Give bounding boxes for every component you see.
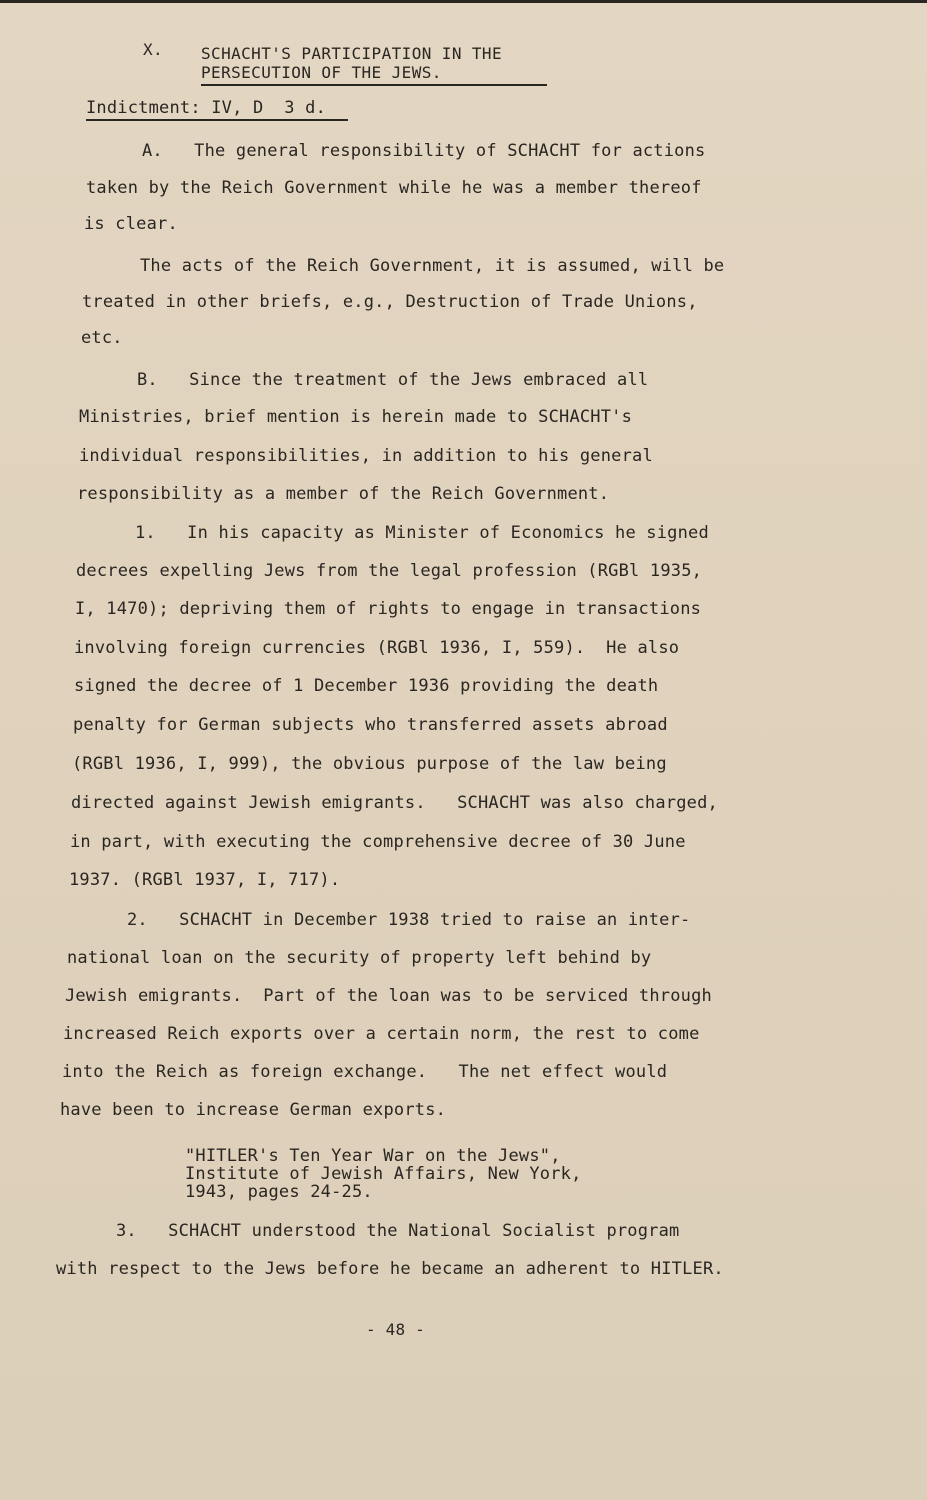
paragraph-b-line-1: B. Since the treatment of the Jews embraced all <box>137 370 649 390</box>
paragraph-1-line-7: (RGBl 1936, I, 999), the obvious purpose of the law being <box>72 754 667 774</box>
paragraph-1-line-1: 1. In his capacity as Minister of Economics he signed <box>135 523 709 543</box>
indictment-reference: Indictment: IV, D 3 d. <box>86 98 327 118</box>
paragraph-a2-line-2: treated in other briefs, e.g., Destruction of Trade Unions, <box>82 292 698 312</box>
paragraph-1-line-3: I, 1470); depriving them of rights to engage in transactions <box>75 599 702 619</box>
paragraph-1-line-8: directed against Jewish emigrants. SCHACHT was also charged, <box>71 793 718 813</box>
paragraph-1-line-2: decrees expelling Jews from the legal profession (RGBl 1935, <box>76 561 703 581</box>
paragraph-2-line-1: 2. SCHACHT in December 1938 tried to raise an inter- <box>127 910 691 930</box>
paragraph-a-line-3: is clear. <box>84 214 178 234</box>
paragraph-1-line-4: involving foreign currencies (RGBl 1936, I, 559). He also <box>74 638 680 658</box>
paragraph-1-line-5: signed the decree of 1 December 1936 providing the death <box>74 676 659 696</box>
section-number: X. <box>143 40 164 59</box>
paragraph-b-line-2: Ministries, brief mention is herein made to SCHACHT's <box>79 407 633 427</box>
section-title-line-2: PERSECUTION OF THE JEWS. <box>201 63 442 82</box>
citation-line-2: Institute of Jewish Affairs, New York, <box>185 1164 582 1184</box>
paragraph-2-line-5: into the Reich as foreign exchange. The net effect would <box>62 1062 668 1082</box>
paragraph-a2-line-1: The acts of the Reich Government, it is assumed, will be <box>140 256 725 276</box>
paragraph-a-line-1: A. The general responsibility of SCHACHT for actions <box>142 141 706 161</box>
paragraph-1-line-6: penalty for German subjects who transferred assets abroad <box>73 715 668 735</box>
paragraph-2-line-4: increased Reich exports over a certain norm, the rest to come <box>63 1024 700 1044</box>
paragraph-a-line-2: taken by the Reich Government while he was a member thereof <box>86 178 702 198</box>
paragraph-2-line-3: Jewish emigrants. Part of the loan was to be serviced through <box>65 986 712 1006</box>
paragraph-b-line-3: individual responsibilities, in addition to his general <box>79 446 653 466</box>
paragraph-2-line-6: have been to increase German exports. <box>60 1100 447 1120</box>
paragraph-3-line-2: with respect to the Jews before he became an adherent to HITLER. <box>56 1259 724 1279</box>
section-title-line-1: SCHACHT'S PARTICIPATION IN THE <box>201 44 502 63</box>
citation-line-3: 1943, pages 24-25. <box>185 1182 373 1202</box>
page-top-edge <box>0 0 927 3</box>
paragraph-a2-line-3: etc. <box>81 328 123 348</box>
paragraph-1-line-10: 1937. (RGBl 1937, I, 717). <box>69 870 341 890</box>
indictment-underline <box>86 119 348 121</box>
paragraph-b-line-4: responsibility as a member of the Reich Government. <box>77 484 610 504</box>
paragraph-1-line-9: in part, with executing the comprehensive decree of 30 June <box>70 832 686 852</box>
title-underline <box>201 84 547 86</box>
citation-line-1: "HITLER's Ten Year War on the Jews", <box>185 1146 561 1166</box>
page-number: - 48 - <box>366 1320 425 1339</box>
paragraph-2-line-2: national loan on the security of property left behind by <box>67 948 652 968</box>
paragraph-3-line-1: 3. SCHACHT understood the National Socialist program <box>116 1221 680 1241</box>
